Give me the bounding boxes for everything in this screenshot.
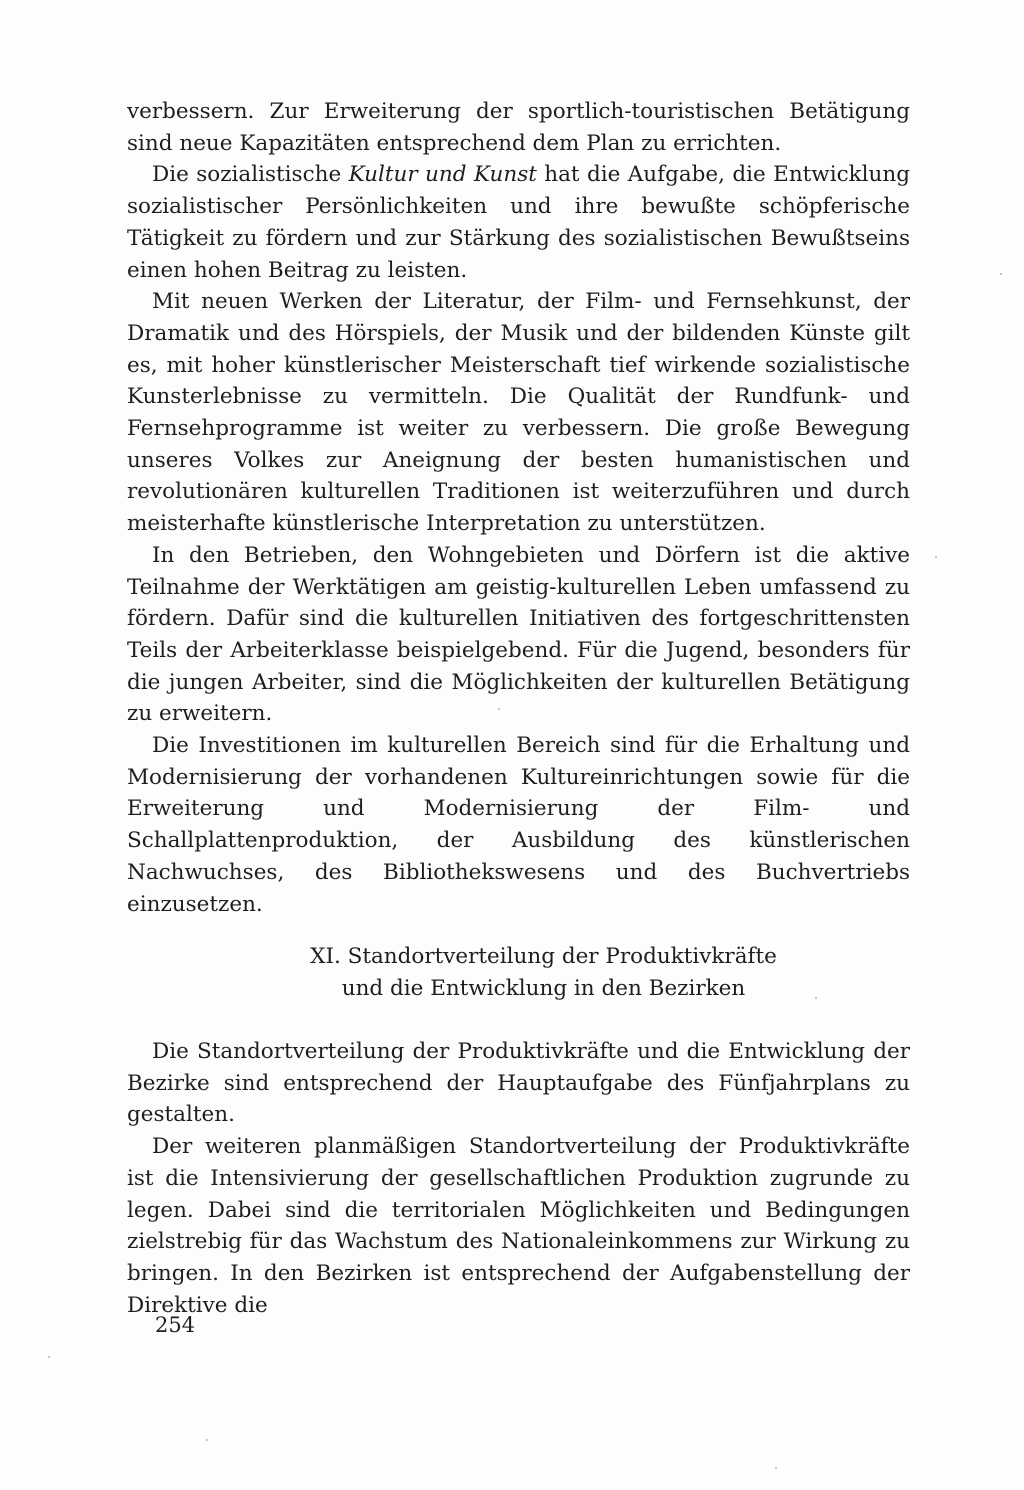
paragraph-3-text: Mit neuen Werken der Literatur, der Film- und Fernsehkunst, der Dramatik und des Hörspiels, der Musik und der bildenden Künste gilt es, mit hoher künstlerischer Meisterschaft tief wirkende sozialistische Kunsterlebnisse zu vermitteln. Die Qualität der Rundfunk- und Fernsehprogramme ist weiter zu verbessern. Die große Bewegung unseres Volkes zur Aneignung der besten humanistischen und revolutionären kulturellen Traditionen ist weiterzuführen und durch meisterhafte künstlerische Interpretation zu unterstützen. <box>127 289 910 537</box>
section-paragraph-1: Die Standortverteilung der Produktivkräfte und die Entwicklung der Bezirke sind entsprechend der Hauptaufgabe des Fünfjahrplans zu gestalten. <box>127 1039 910 1128</box>
scan-speck <box>935 556 937 558</box>
section-heading <box>127 941 910 1004</box>
paragraph-5-text: Die Investitionen im kulturellen Bereich sind für die Erhaltung und Modernisierung der vorhandenen Kultureinrichtungen sowie für die Erweiterung und Modernisierung der Film- und Schallplattenproduktion, der Ausbildung des künstlerischen Nachwuchses, des Bibliothekswesens und des Buchvertriebs einzusetzen. <box>127 733 910 917</box>
scan-speck <box>48 1356 50 1358</box>
scan-speck <box>206 1439 208 1441</box>
section-paragraph-2: Der weiteren planmäßigen Standortverteilung der Produktivkräfte ist die Intensivierung der gesellschaftlichen Produktion zugrunde zu legen. Dabei sind die territorialen Möglichkeiten und Bedingungen zielstrebig für das Wachstum des Nationaleinkommens zur Wirkung zu bringen. In den Bezirken ist entsprechend der Aufgabenstellung der Direktive die <box>127 1134 910 1318</box>
paragraph-4-text: In den Betrieben, den Wohngebieten und Dörfern ist die aktive Teilnahme der Werktätigen am geistig-kulturellen Leben umfassend zu fördern. Dafür sind die kulturellen Initiativen des fortgeschrittensten Teils der Arbeiterklasse beispielgebend. Für die Jugend, besonders für die jungen Arbeiter, sind die Möglichkeiten der kulturellen Betätigung zu erweitern. <box>127 542 910 727</box>
paragraph-2-text-a: Die sozialistische <box>152 162 349 188</box>
section-heading-line-1: XI. Standortverteilung der Produktivkräfte <box>310 944 777 969</box>
paragraph-2-emphasis: Kultur und Kunst <box>348 162 537 188</box>
page-number: 254 <box>155 1313 196 1337</box>
scan-speck <box>815 997 817 999</box>
body-text-section <box>127 1036 910 1321</box>
paragraph-4 <box>127 540 910 730</box>
scan-speck <box>498 708 500 710</box>
scan-speck <box>1000 273 1002 275</box>
paragraph-1 <box>127 96 910 159</box>
section-heading-line-2: und die Entwicklung in den Bezirken <box>341 975 746 1001</box>
paragraph-2-text-b: hat die Aufgabe, die Entwicklung sozialistischer Persönlichkeiten und ihre bewußte schöpferische Tätigkeit zu fördern und zur Stärkung des sozialistischen Bewußtseins einen hohen Beitrag zu leisten. <box>127 162 910 283</box>
paragraph-1-text: verbessern. Zur Erweiterung der sportlich-touristischen Betätigung sind neue Kapazitäten entsprechend dem Plan zu errichten. <box>127 99 910 156</box>
paragraph-3 <box>127 286 910 540</box>
scan-speck <box>775 1467 777 1469</box>
body-text-top <box>127 96 910 920</box>
paragraph-5 <box>127 730 910 920</box>
paragraph-2 <box>127 159 910 286</box>
